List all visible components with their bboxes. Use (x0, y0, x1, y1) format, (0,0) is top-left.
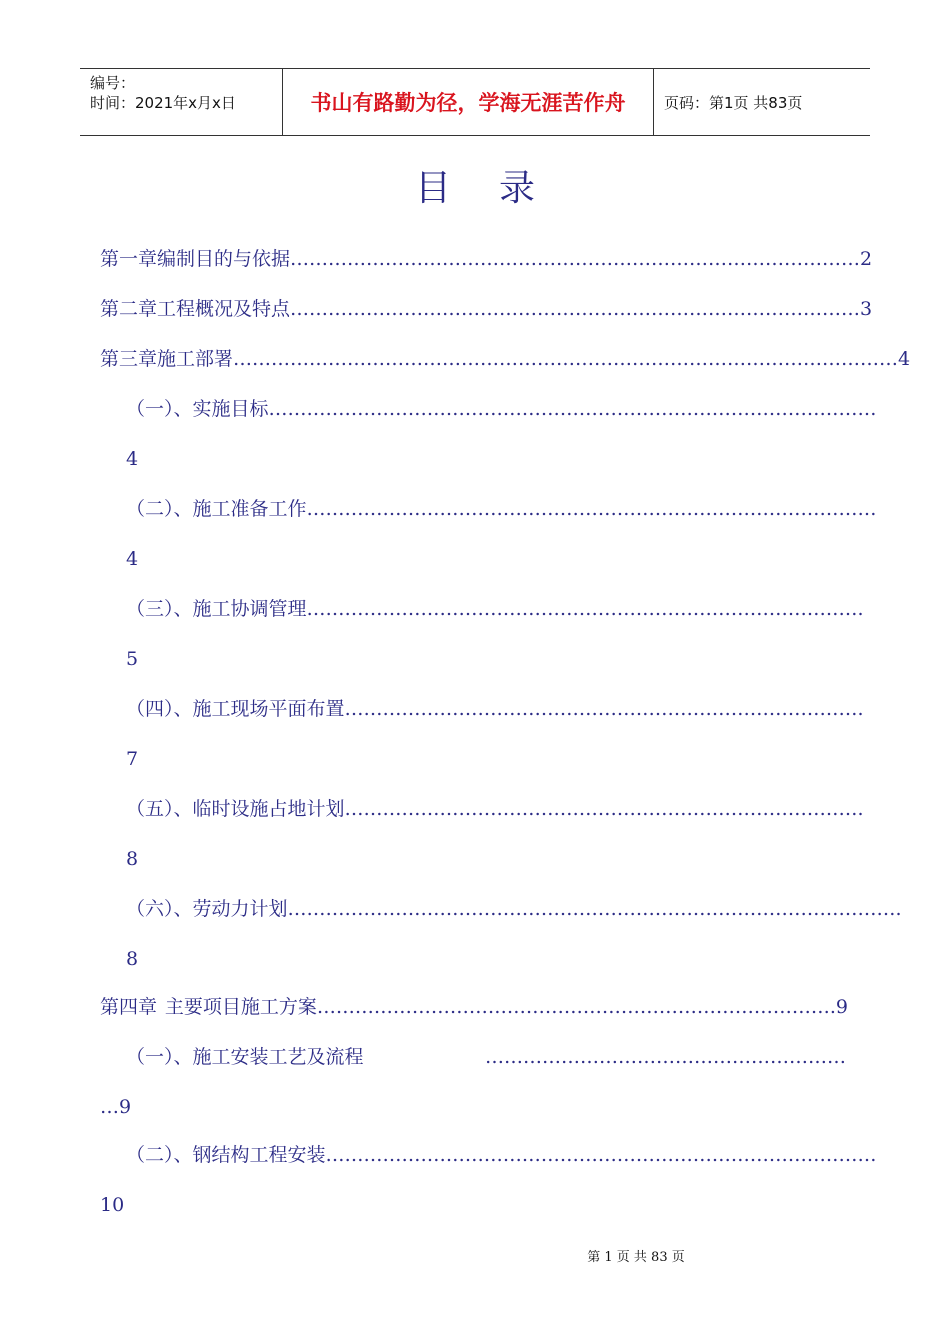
toc-page-number: 8 (126, 848, 139, 870)
toc-leader-dots: ……………………………………………………………………………. (306, 598, 864, 620)
toc-leader-dots: ………………………………………………… (485, 1046, 846, 1068)
page-header (80, 68, 870, 136)
toc-page-number: 4 (126, 548, 139, 570)
toc-entry-3-2[interactable] (126, 496, 877, 522)
toc-entry-text: （二）、钢结构工程安装 (126, 1144, 326, 1166)
toc-entry-3-3[interactable] (126, 596, 864, 622)
toc-page-number: 5 (126, 648, 139, 670)
toc-page-number: 4 (898, 348, 911, 370)
toc-entry-text: （一）、实施目标 (126, 398, 269, 420)
header-time-label: 时间：2021年x月x日 (90, 94, 236, 112)
toc-leader-dots: ……………………………………………………………………………………. (287, 898, 902, 920)
toc-entry-chapter-3[interactable] (100, 346, 911, 372)
header-meta (80, 69, 282, 135)
toc-entry-3-6[interactable] (126, 896, 902, 922)
toc-entry-3-5[interactable] (126, 796, 864, 822)
toc-entry-chapter-1[interactable] (100, 246, 873, 272)
toc-entry-text: （六）、劳动力计划 (126, 898, 288, 920)
toc-entry-chapter-2[interactable] (100, 296, 873, 322)
toc-entry-text: （三）、施工协调管理 (126, 598, 307, 620)
toc-chapter-label: 第二章 (100, 298, 158, 320)
header-page-info: 页码：第1页 共83页 (664, 93, 803, 112)
toc-page-number: 3 (860, 298, 873, 320)
toc-entry-3-1[interactable] (126, 396, 877, 422)
toc-leader-dots: ……………………………………………………………………………… (290, 248, 861, 270)
toc-page-number: 8 (126, 948, 139, 970)
toc-chapter-label: 第一章 (100, 248, 158, 270)
toc-entry-text: （二）、施工准备工作 (126, 498, 307, 520)
toc-entry-text: （一）、施工安装工艺及流程 (126, 1046, 364, 1068)
toc-leader-dots: ……………………………………………………………………………… (306, 498, 877, 520)
page-title: 目录 (414, 168, 583, 209)
toc-entry-text: （五）、临时设施占地计划 (126, 798, 345, 820)
toc-page-number: 10 (100, 1194, 125, 1216)
toc-page-number: 2 (860, 248, 873, 270)
toc-page-number: 9 (835, 996, 848, 1018)
toc-leader-dots: ………………………………………………………………………. (316, 996, 836, 1018)
page-footer (0, 1246, 950, 1265)
toc-leader-dots: ……………………………………………………………………………… (290, 298, 861, 320)
header-number-label: 编号： (90, 74, 136, 92)
toc-chapter-label: 第三章 (100, 348, 158, 370)
toc-page-number: 4 (126, 448, 139, 470)
toc-entry-3-4[interactable] (126, 696, 864, 722)
toc-leader-dots: ………………………………………………………………………. (344, 798, 864, 820)
toc-leader-dots: …………………………………………………………………………………………… (233, 348, 899, 370)
toc-entry-text: 编制目的与依据 (157, 248, 291, 270)
toc-leader-dots: …………………………………………………………………………… (325, 1144, 877, 1166)
toc-entry-text: 工程概况及特点 (157, 298, 291, 320)
toc-entry-text: 施工部署 (157, 348, 234, 370)
toc-entry-chapter-4[interactable] (100, 994, 848, 1020)
toc-entry-4-1[interactable] (126, 1044, 846, 1070)
toc-page-number: …9 (100, 1096, 132, 1118)
toc-leader-dots: ………………………………………………………………………. (344, 698, 864, 720)
toc-entry-4-2[interactable] (126, 1142, 877, 1168)
toc-leader-dots: …………………………………………………………………………………… (268, 398, 877, 420)
toc-entry-text: （四）、施工现场平面布置 (126, 698, 345, 720)
toc-page-number: 7 (126, 748, 139, 770)
footer-page-count: 第 1 页 共 83 页 (587, 1250, 685, 1265)
header-motto: 书山有路勤为径，学海无涯苦作舟 (282, 69, 654, 135)
toc-entry-text: 主要项目施工方案 (164, 996, 317, 1018)
toc-chapter-label: 第四章 (100, 996, 158, 1018)
